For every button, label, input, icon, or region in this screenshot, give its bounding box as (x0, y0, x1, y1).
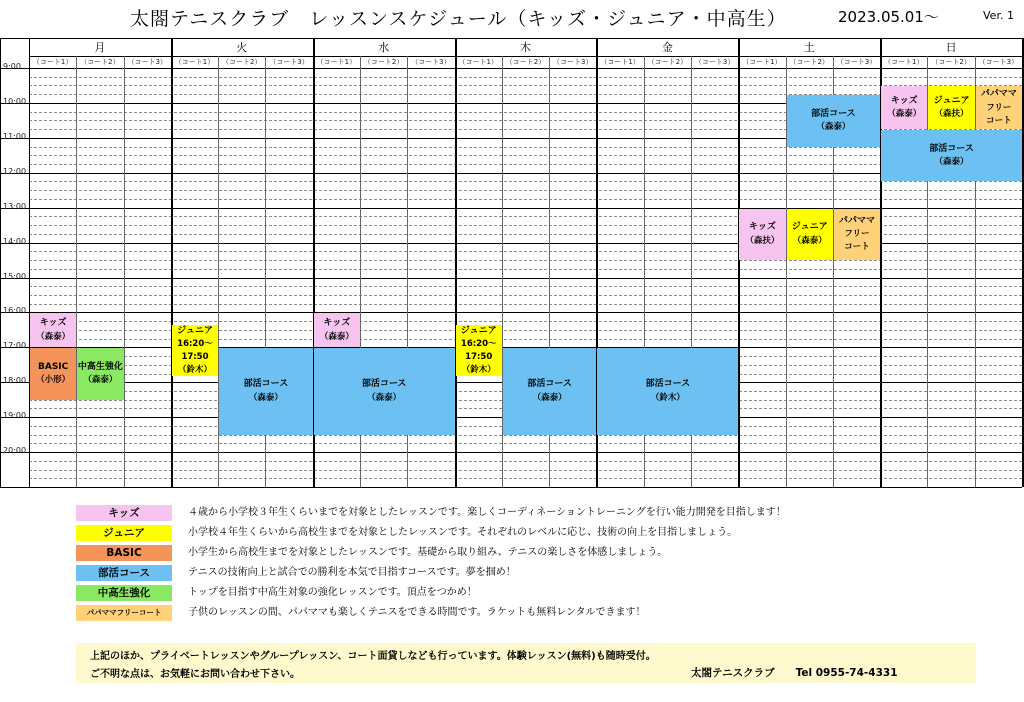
footer-line-2: ご不明な点は、お気軽にお問い合わせ下さい。 (90, 669, 300, 680)
court-label: （コート3） (553, 58, 593, 66)
grid-dash-line (29, 164, 1022, 165)
lesson-block (787, 209, 833, 260)
court-label: （コート1） (174, 58, 215, 66)
lesson-block (881, 86, 927, 129)
hour-label: 17:00 (3, 341, 27, 351)
lesson-block (77, 348, 123, 399)
court-label: （コート1） (32, 58, 73, 66)
lesson-name: パパママ (980, 89, 1017, 100)
lesson-detail: （森泰） (367, 392, 402, 403)
hour-label: 10:00 (3, 96, 27, 106)
grid-dash-line (29, 199, 1022, 200)
legend-description: トップを目指す中高生対象の強化レッスンです。頂点をつかめ！ (188, 587, 477, 598)
court-label: （コート3） (127, 58, 167, 66)
lesson-detail: （森扶） (745, 235, 780, 246)
grid-dash-line (29, 435, 1022, 436)
court-label: （コート2） (931, 58, 971, 66)
legend-label: 部活コース (76, 565, 172, 581)
grid-dash-line (29, 181, 1022, 182)
lesson-block (30, 348, 76, 399)
lesson-detail: （森泰） (934, 157, 969, 168)
lesson-detail: （森泰） (248, 392, 283, 403)
lesson-name: 部活コース (527, 379, 572, 390)
lesson-block (881, 130, 1022, 181)
day-header: 水 (378, 41, 390, 54)
hour-label: 19:00 (3, 411, 27, 421)
legend-description: テニスの技術向上と試合での勝利を本気で目指すコースです。夢を掴め！ (188, 567, 516, 578)
lesson-detail: フリー (986, 102, 1012, 113)
grid-dash-line (29, 295, 1022, 296)
hour-label: 18:00 (3, 376, 27, 386)
effective-date: 2023.05.01〜 (838, 8, 939, 26)
legend-label: 中高生強化 (76, 585, 172, 601)
lesson-detail: （森泰） (532, 392, 567, 403)
lesson-name: 部活コース (929, 143, 974, 154)
lesson-block (976, 86, 1022, 129)
day-header: 金 (661, 41, 673, 54)
legend-label: ジュニア (76, 525, 172, 541)
lesson-name: ジュニア (177, 325, 213, 336)
lesson-name: 部活コース (645, 379, 691, 390)
hour-label: 14:00 (3, 236, 27, 246)
lesson-block (219, 348, 313, 434)
lesson-name: 中高生強化 (77, 361, 123, 372)
court-label: （コート1） (316, 58, 357, 66)
court-label: （コート1） (884, 58, 924, 66)
lesson-name: BASIC (38, 361, 69, 372)
grid-top-line (0, 38, 1022, 39)
court-label: （コート2） (789, 58, 829, 66)
grid-day-line (171, 38, 173, 487)
footer-contact: 太閤テニスクラブ Tel 0955-74-4331 (691, 667, 898, 679)
hour-label: 12:00 (3, 166, 27, 176)
grid-dash-line (29, 155, 1022, 156)
lesson-name: キッズ (890, 95, 918, 106)
legend-label: キッズ (76, 505, 172, 521)
grid-hour-line (0, 173, 1022, 174)
grid-dash-line (29, 478, 1022, 479)
grid-day-line (738, 38, 740, 487)
hour-label: 13:00 (3, 201, 27, 211)
legend-description: ４歳から小学校３年生くらいまでを対象としたレッスンです。楽しくコーディネーショントレーニングを行い能力開発を目指します！ (188, 507, 786, 518)
grid-dash-line (29, 470, 1022, 471)
lesson-detail: （鈴木） (177, 364, 212, 375)
lesson-block (456, 325, 502, 376)
day-header: 木 (519, 41, 531, 54)
lesson-name: ジュニア (460, 325, 497, 336)
court-label: （コート2） (647, 58, 688, 66)
grid-hour-line (0, 278, 1022, 279)
court-label: （コート1） (458, 58, 498, 66)
lesson-block (172, 325, 218, 376)
court-label: （コート3） (694, 58, 735, 66)
grid-dash-line (29, 443, 1022, 444)
legend-description: 小学校４年生くらいから高校生までを対象としたレッスンです。それぞれのレベルに応じ、技術の向上を目指しましょう。 (188, 527, 738, 538)
lesson-name: ジュニア (933, 95, 970, 106)
grid-court-line (124, 56, 125, 487)
lesson-block (314, 348, 455, 434)
grid-dash-line (29, 304, 1022, 305)
lesson-block (30, 313, 76, 347)
lesson-block (739, 209, 785, 260)
lesson-detail: 16:20〜 (460, 339, 497, 350)
lesson-name: 部活コース (243, 379, 289, 390)
court-label: （コート2） (80, 58, 120, 66)
legend-description: 子供のレッスンの間、パパママも楽しくテニスをできる時間です。ラケットも無料レンタルできます！ (188, 607, 646, 618)
lesson-name: 部活コース (811, 108, 856, 119)
lesson-detail: コート (844, 242, 870, 253)
grid-dash-line (29, 286, 1022, 287)
grid-dash-line (29, 269, 1022, 270)
court-label: （コート3） (978, 58, 1019, 66)
court-label: （コート3） (269, 58, 309, 66)
lesson-name: ジュニア (791, 222, 828, 233)
lesson-name: 部活コース (361, 379, 407, 390)
version-label: Ver. 1 (983, 9, 1014, 22)
grid-dash-line (29, 190, 1022, 191)
grid-court-line (76, 56, 77, 487)
grid-hour-line (0, 487, 1022, 488)
lesson-block (928, 86, 974, 129)
lesson-detail: 17:50 (181, 352, 209, 362)
day-header: 土 (803, 41, 815, 54)
lesson-detail: 17:50 (465, 352, 493, 362)
lesson-name: キッズ (39, 318, 67, 329)
court-label: （コート3） (836, 58, 877, 66)
lesson-detail: （森泰） (816, 122, 851, 133)
court-label: （コート2） (363, 58, 404, 66)
grid-dash-line (29, 147, 1022, 148)
grid-hour-line (0, 68, 1022, 69)
lesson-detail: （森泰） (83, 375, 118, 386)
grid-dash-line (29, 260, 1022, 261)
day-header: 火 (236, 41, 248, 54)
lesson-detail: （小形） (36, 375, 71, 386)
court-label: （コート2） (505, 58, 546, 66)
lesson-block (787, 95, 881, 146)
lesson-name: キッズ (323, 318, 351, 329)
day-header: 日 (945, 41, 957, 54)
lesson-detail: （森扶） (934, 109, 969, 120)
footer-notice (76, 643, 976, 683)
hour-label: 9:00 (3, 62, 21, 71)
grid-left-line (0, 38, 1, 487)
hour-label: 11:00 (3, 131, 27, 141)
grid-dash-line (29, 85, 1022, 86)
lesson-detail: （鈴木） (650, 392, 685, 403)
lesson-block (597, 348, 738, 434)
legend-label: BASIC (76, 545, 172, 561)
lesson-detail: （森泰） (319, 331, 354, 342)
grid-hour-line (0, 452, 1022, 453)
hour-label: 15:00 (3, 271, 27, 281)
hour-label: 20:00 (3, 446, 27, 456)
lesson-name: パパママ (838, 215, 875, 226)
lesson-block (834, 209, 880, 260)
lesson-block (314, 313, 360, 347)
grid-day-line (455, 38, 457, 487)
grid-dash-line (29, 461, 1022, 462)
lesson-detail: フリー (844, 229, 870, 240)
footer-line-1: 上記のほか、プライベートレッスンやグループレッスン、コート面貸しなども行っています。体験レッスン(無料)も随時受付。 (90, 651, 656, 662)
lesson-detail: 16:20〜 (177, 339, 213, 350)
day-header: 月 (94, 41, 106, 54)
lesson-name: キッズ (749, 222, 776, 233)
lesson-detail: （森泰） (792, 235, 827, 246)
lesson-detail: （森泰） (36, 331, 71, 342)
court-label: （コート1） (742, 58, 782, 66)
lesson-detail: コート (986, 115, 1012, 126)
page-title: 太閤テニスクラブ レッスンスケジュール（キッズ・ジュニア・中高生） (130, 8, 787, 30)
grid-day-line (29, 38, 30, 487)
hour-label: 16:00 (3, 306, 27, 316)
grid-dash-line (29, 77, 1022, 78)
court-label: （コート2） (222, 58, 262, 66)
grid-hour-line (0, 312, 1022, 313)
grid-dash-line (29, 321, 1022, 322)
lesson-detail: （鈴木） (461, 364, 496, 375)
lesson-block (503, 348, 597, 434)
lesson-detail: （森泰） (887, 109, 922, 120)
legend-description: 小学生から高校生までを対象としたレッスンです。基礎から取り組み、テニスの楽しさを体感しましょう。 (188, 547, 668, 558)
court-label: （コート1） (600, 58, 640, 66)
legend-label: パパママフリーコート (76, 605, 172, 621)
court-label: （コート3） (411, 58, 451, 66)
